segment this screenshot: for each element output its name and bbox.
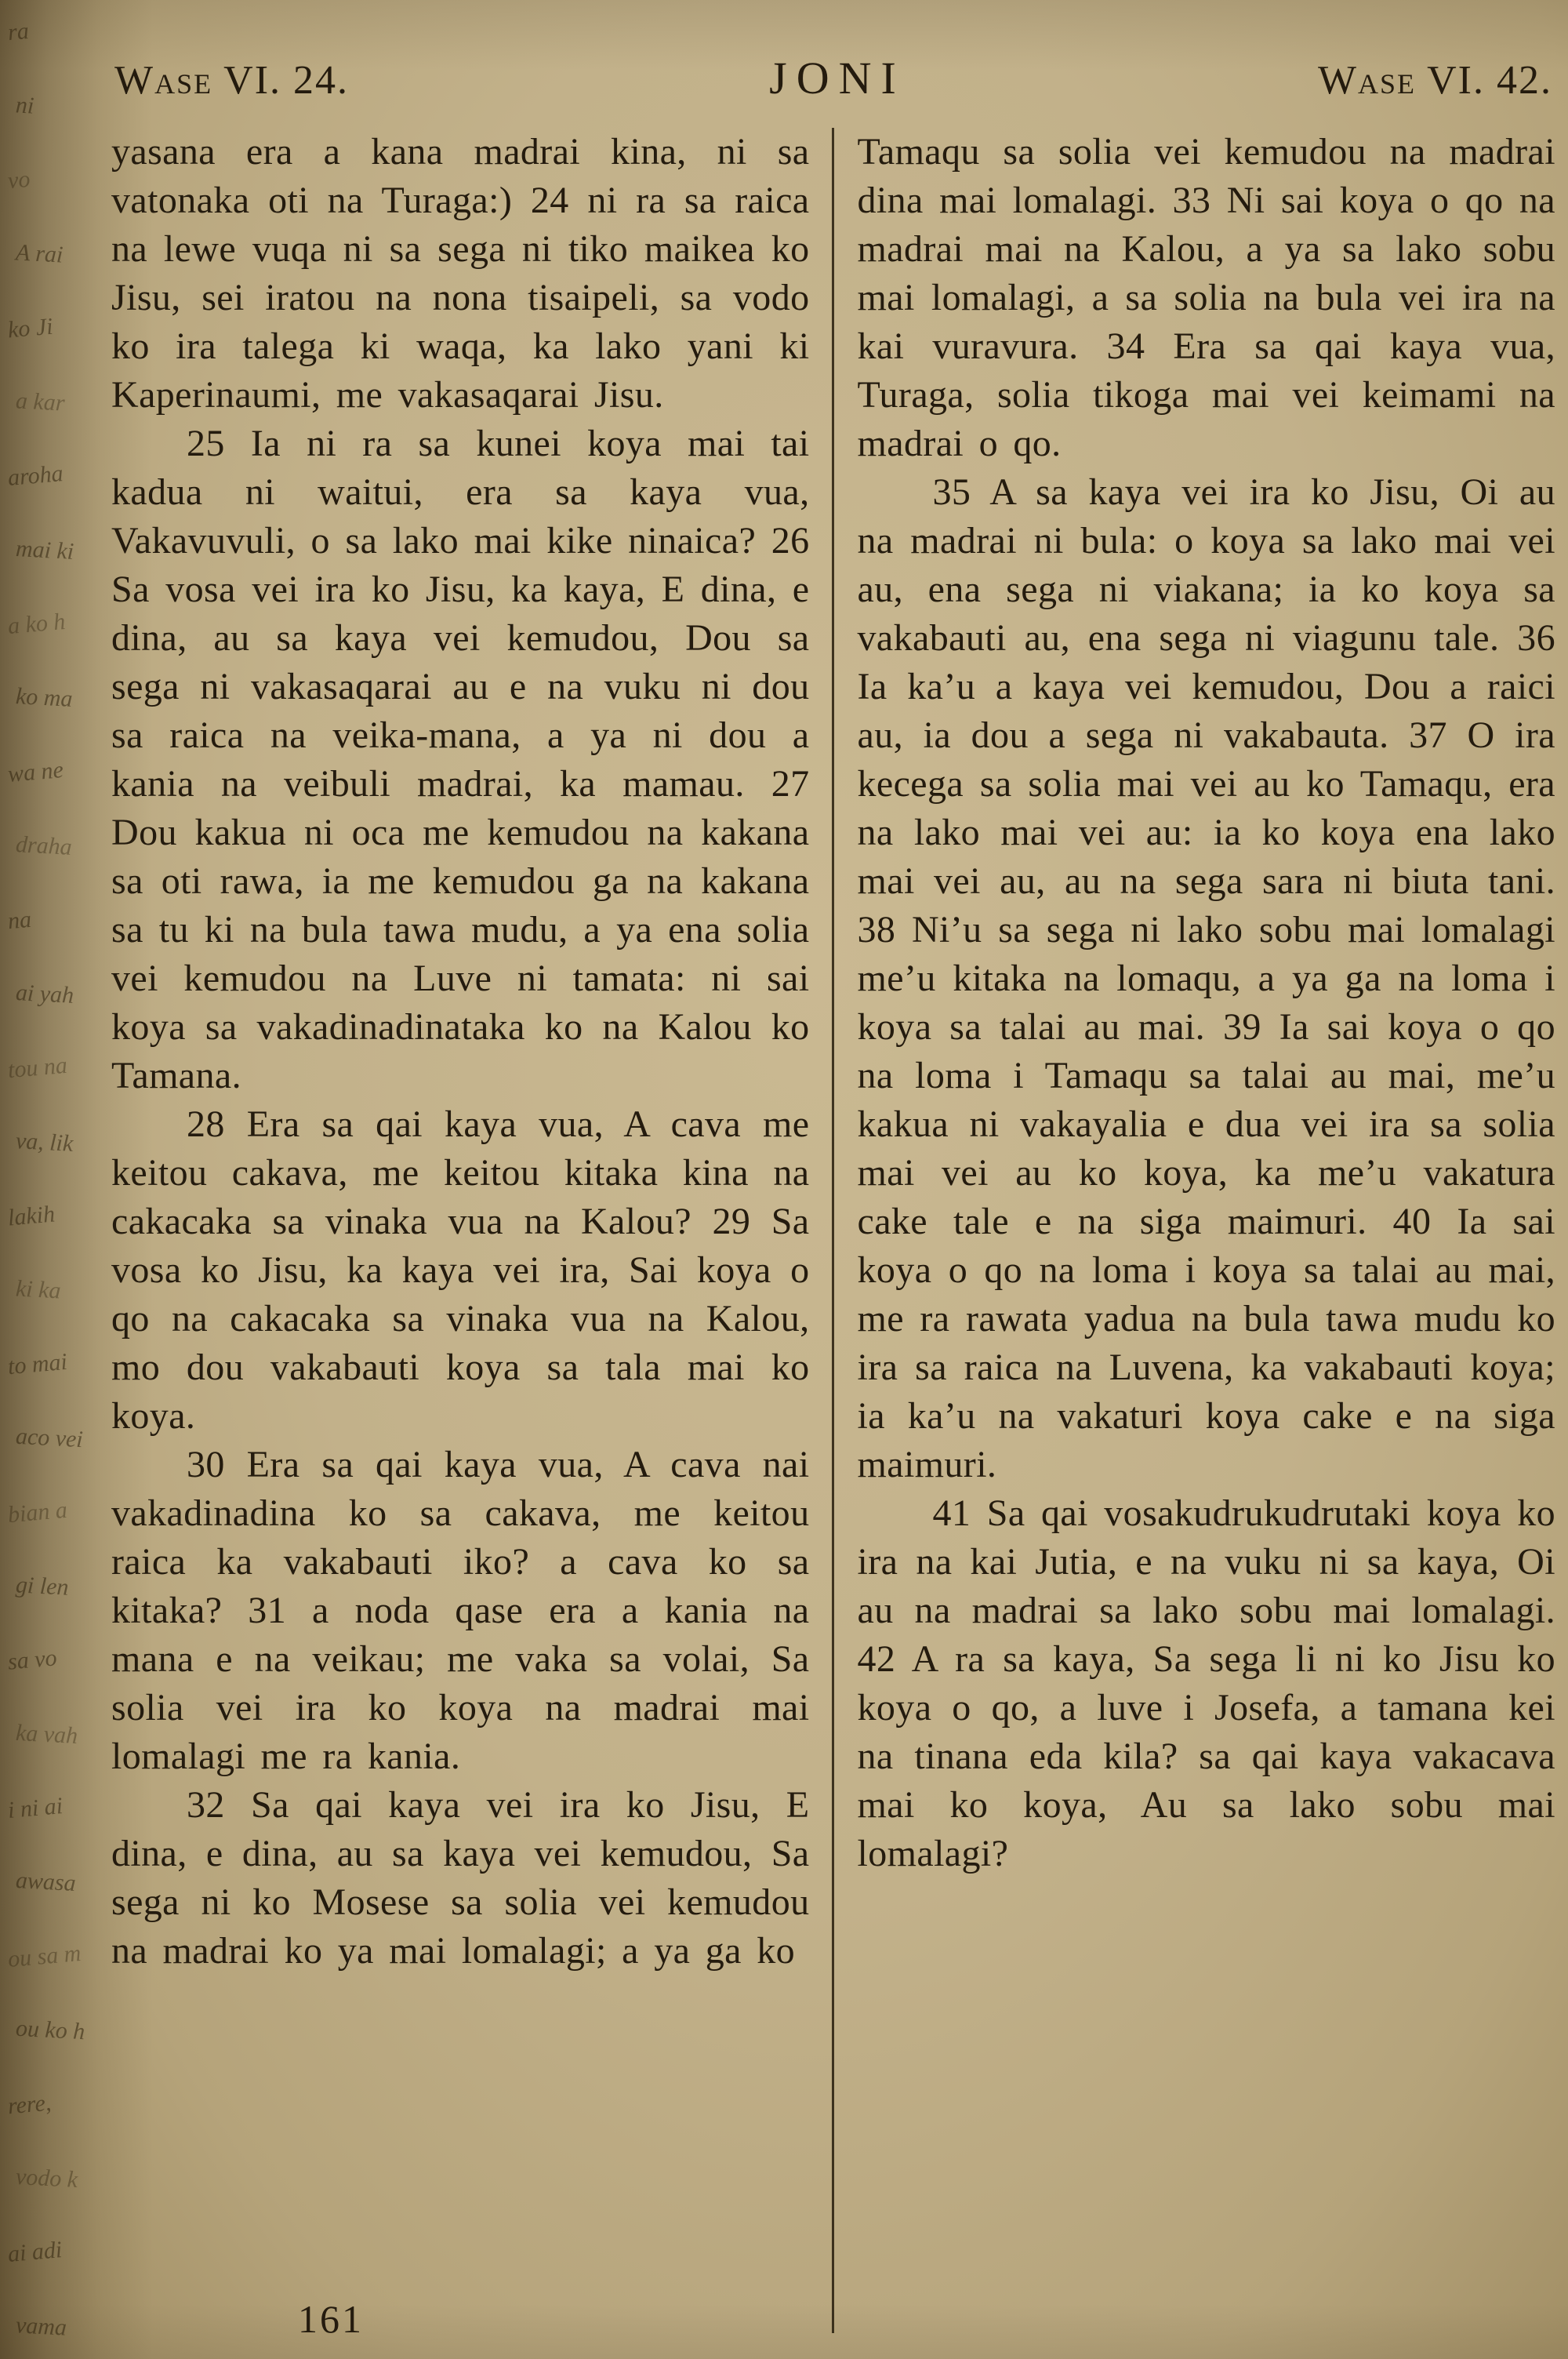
margin-bleed-fragment: ki ka	[15, 1275, 62, 1304]
margin-bleed-fragment: vodo k	[15, 2163, 78, 2193]
margin-bleed-fragment: draha	[15, 831, 73, 860]
margin-bleed-fragment: gi len	[15, 1572, 70, 1601]
margin-bleed-fragment: na	[6, 906, 33, 934]
paragraph-verses-33-34: Tamaqu sa solia vei kemudou na madrai dina mai lomalagi. 33 Ni sai koya o qo na madrai mai na Kalou, a ya sa lako sobu mai lomalagi, a sa solia na bula vei ira na kai vuravura. 34 Era sa qai kaya vua, Turaga, solia tikoga mai vei keimami na madrai o qo.	[857, 131, 1555, 464]
margin-bleed-fragment: a kar	[15, 387, 66, 416]
page-number: 161	[298, 2297, 364, 2341]
margin-bleed-fragment: lakih	[6, 1201, 56, 1231]
margin-bleed-fragment: bian a	[6, 1496, 69, 1528]
text-columns	[111, 128, 1555, 2333]
margin-bleed-fragment: ko Ji	[6, 313, 54, 343]
margin-bleed-fragment: mai ki	[15, 535, 74, 565]
margin-bleed-fragment: ai yah	[15, 979, 74, 1009]
margin-bleed-fragment: ai adi	[6, 2237, 64, 2268]
margin-bleed-fragment: rere,	[6, 2089, 53, 2119]
margin-bleed-fragment: i ni ai	[6, 1793, 64, 1823]
paragraph-verses-25-27: 25 Ia ni ra sa kunei koya mai tai kadua ni waitui, era sa kaya vua, Vakavuvuli, o sa lako mai kike ninaica? 26 Sa vosa vei ira ko Jisu, ka kaya, E dina, e dina, au sa kaya vei kemudou, Dou sa sega ni vakasaqarai au e na vuku ni dou sa raica na veika-mana, a ya ni dou a kania na veibuli madrai, ka mamau. 27 Dou kakua ni oca me kemudou na kakana sa oti rawa, ia me kemudou ga na kakana sa tu ki na bula tawa mudu, a ya ena solia vei kemudou na Luve ni tamata: ni sai koya sa vakadinadinataka ko na Kalou ko Tamana.	[111, 423, 810, 1096]
margin-bleed-fragment: awasa	[15, 1867, 77, 1897]
margin-bleed-fragment: va, lik	[15, 1127, 74, 1157]
paragraph-verses-30-31: 30 Era sa qai kaya vua, A cava nai vakadinadina ko sa cakava, me keitou raica ka vakabauti iko? a cava ko sa kitaka? 31 a noda qase era a kania na mana e na veikau; me vaka sa volai, Sa solia vei ira ko koya na madrai mai lomalagi me ra kania.	[111, 1444, 810, 1777]
paragraph-verses-35-40: 35 A sa kaya vei ira ko Jisu, Oi au na madrai ni bula: o koya sa lako mai vei au, ena sega ni viakana; ia ko koya sa vakabauti au, ena sega ni viagunu tale. 36 Ia ka’u a kaya vei kemudou, Dou a raici au, ia dou a sega ni vakabauta. 37 O ira kecega sa solia mai vei au ko Tamaqu, era na lako mai vei au: ia ko koya ena lako mai vei au, au na sega sara ni biuta tani. 38 Ni’u sa sega ni lako sobu mai lomalagi me’u kitaka na lomaqu, a ya ga na loma i koya sa talai au mai. 39 Ia sai koya o qo na loma i Tamaqu sa talai au mai, me’u kakua ni vakayalia e dua vei ira sa solia mai vei au ko koya, ka me’u vakatura cake tale e na siga maimuri. 40 Ia sai koya o qo na loma i koya sa talai au mai, me ra rawata yadua na bula tawa mudu ko ira sa raica na Luvena, ka vakabauti koya; ia ka’u na vakaturi koya cake e na siga maimuri.	[857, 471, 1555, 1485]
binding-margin-bleed-text	[0, 0, 103, 2359]
left-column	[111, 128, 832, 2333]
running-header	[111, 52, 1555, 128]
margin-bleed-fragment: vo	[6, 165, 31, 194]
margin-bleed-fragment: ka vah	[15, 1719, 78, 1749]
margin-bleed-fragment: wa ne	[6, 756, 65, 787]
page-content	[111, 52, 1555, 2333]
margin-bleed-fragment: aroha	[6, 460, 64, 492]
margin-bleed-fragment: ou sa m	[6, 1939, 82, 1972]
margin-bleed-fragment: a ko h	[6, 608, 67, 640]
book-title: JONI	[769, 53, 906, 104]
margin-bleed-fragment: tou na	[6, 1052, 69, 1084]
margin-bleed-fragment: ra	[6, 17, 31, 46]
running-head-left: Wase VI. 24.	[114, 58, 350, 103]
margin-bleed-fragment: aco vei	[15, 1423, 84, 1453]
paragraph-verses-28-29: 28 Era sa qai kaya vua, A cava me keitou cakava, me keitou kitaka kina na cakacaka sa vinaka vua na Kalou? 29 Sa vosa ko Jisu, ka kaya vei ira, Sai koya o qo na cakacaka sa vinaka vua na Kalou, mo dou vakabauti koya sa tala mai ko koya.	[111, 1103, 810, 1437]
margin-bleed-fragment: to mai	[6, 1348, 69, 1379]
right-column	[834, 128, 1556, 2333]
margin-bleed-fragment: A rai	[15, 239, 64, 268]
margin-bleed-fragment: vama	[15, 2311, 67, 2341]
running-head-right: Wase VI. 42.	[1317, 58, 1552, 103]
paragraph-verse-32: 32 Sa qai kaya vei ira ko Jisu, E dina, e dina, au sa kaya vei kemudou, Sa sega ni ko Mosese sa solia vei kemudou na madrai ko ya mai lomalagi; a ya ga ko	[111, 1784, 810, 1972]
margin-bleed-fragment: ni	[15, 92, 35, 119]
paragraph-verse-24: yasana era a kana madrai kina, ni sa vatonaka oti na Turaga:) 24 ni ra sa raica na lewe vuqa ni sa sega ni tiko maikea ko Jisu, sei iratou na nona tisaipeli, sa vodo ko ira talega ki waqa, ka lako yani ki Kaperinaumi, me vakasaqarai Jisu.	[111, 131, 810, 416]
margin-bleed-fragment: ko ma	[15, 683, 74, 713]
margin-bleed-fragment: ou ko h	[15, 2015, 86, 2045]
margin-bleed-fragment: sa vo	[6, 1645, 58, 1675]
paragraph-verses-41-42: 41 Sa qai vosakudrukudrutaki koya ko ira na kai Jutia, e na vuku ni sa kaya, Oi au na madrai sa lako sobu mai lomalagi. 42 A ra sa kaya, Sa sega li ni ko Jisu ko koya o qo, a luve i Josefa, a tamana kei na tinana eda kila? sa qai kaya vakacava mai ko koya, Au sa lako sobu mai lomalagi?	[857, 1492, 1555, 1874]
